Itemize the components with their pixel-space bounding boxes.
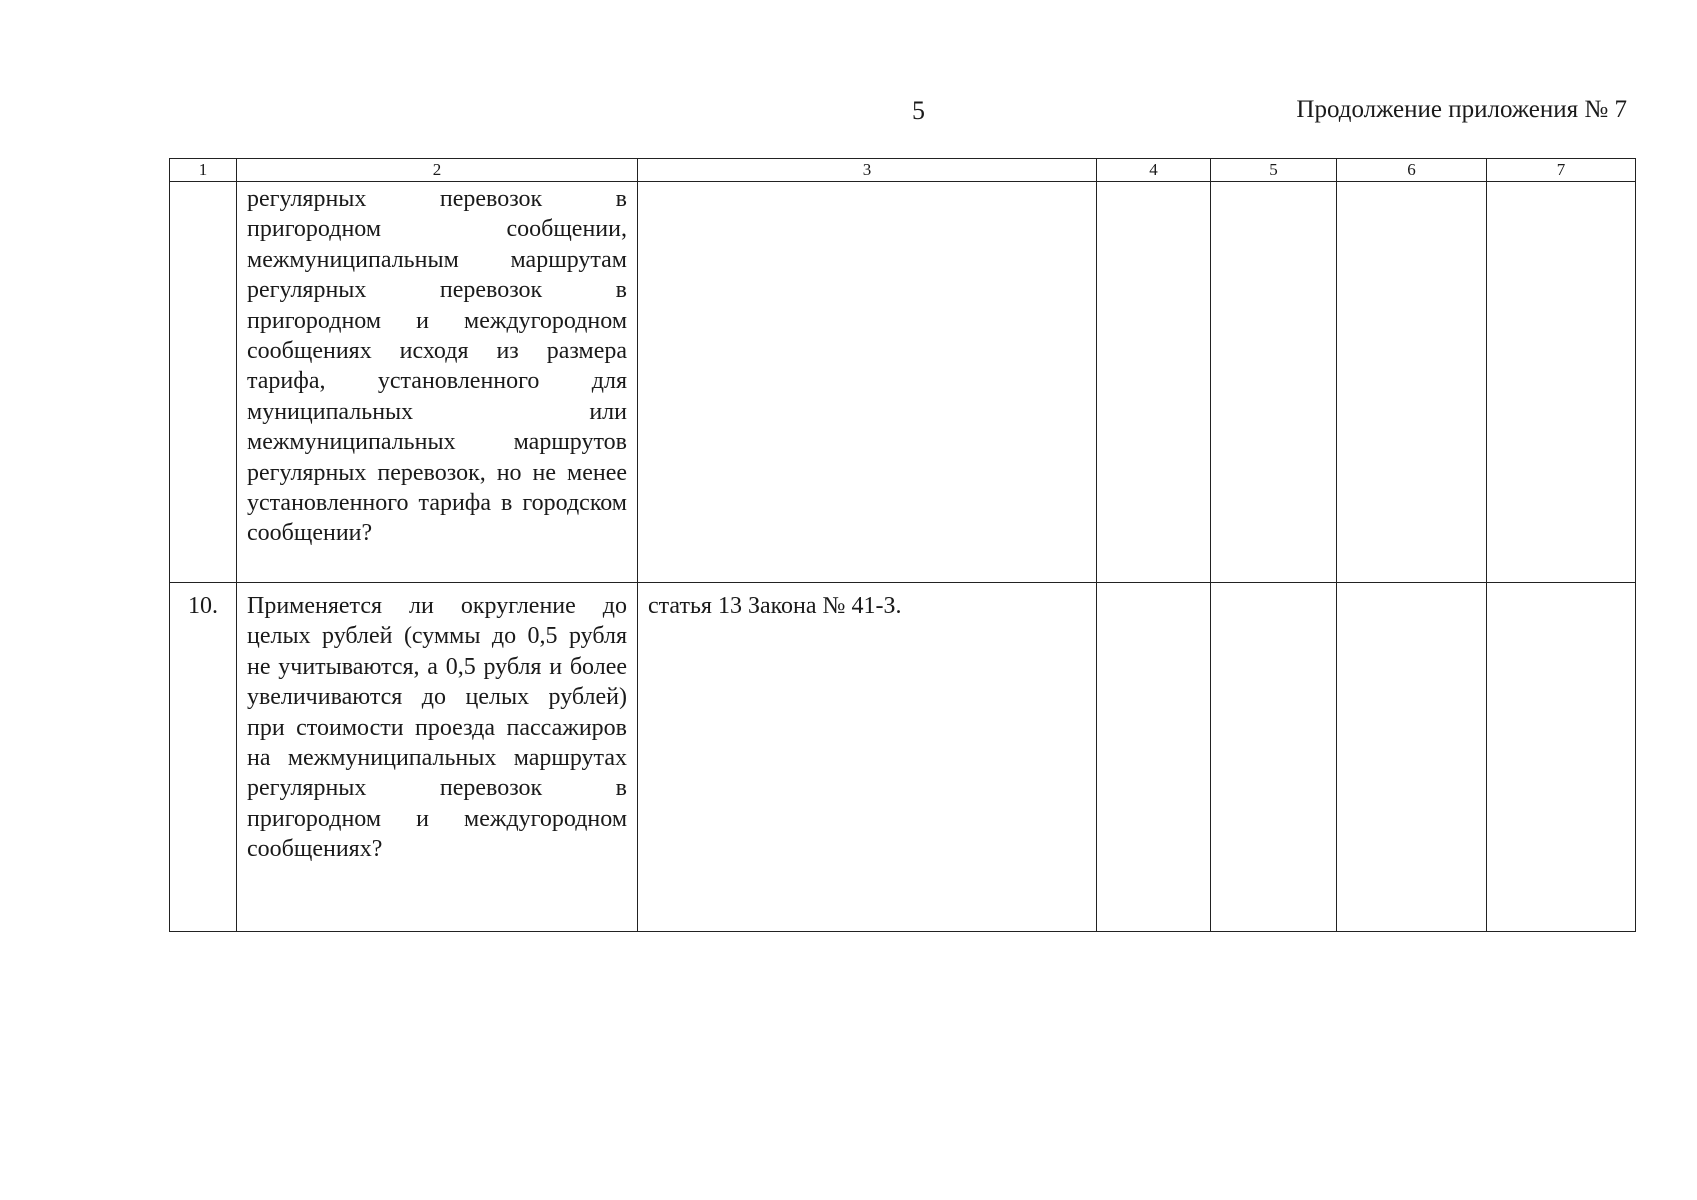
row-number: 10. xyxy=(170,583,237,932)
column-header: 3 xyxy=(638,159,1097,182)
question-text: регулярных перевозок в пригородном сообщении, межмуниципальным маршрутам регулярных перевозок в пригородном и междугородном сообщениях исходя из размера тарифа, установленного для муниципальных или межмуниципальных маршрутов регулярных перевозок, но не менее установленного тарифа в городском сообщении? xyxy=(247,186,627,547)
table-header-row xyxy=(170,159,1636,182)
column-header: 6 xyxy=(1337,159,1487,182)
page-caption: Продолжение приложения № 7 xyxy=(1296,96,1627,123)
answer-cell xyxy=(1211,583,1337,932)
answer-cell xyxy=(1211,182,1337,583)
answer-cell xyxy=(1097,182,1211,583)
answer-cell xyxy=(1337,182,1487,583)
column-header: 4 xyxy=(1097,159,1211,182)
answer-cell xyxy=(1487,583,1636,932)
question-text: Применяется ли округление до целых рублей (суммы до 0,5 рубля не учитываются, а 0,5 рубля и более увеличиваются до целых рублей) при стоимости проезда пассажиров на межмуниципальных маршрутах регулярных перевозок в пригородном и междугородном сообщениях? xyxy=(247,593,627,863)
table-row xyxy=(170,583,1636,932)
reference-cell xyxy=(638,182,1097,583)
reference-cell: статья 13 Закона № 41-З. xyxy=(638,583,1097,932)
column-header: 1 xyxy=(170,159,237,182)
table-row xyxy=(170,182,1636,583)
column-header: 7 xyxy=(1487,159,1636,182)
answer-cell xyxy=(1487,182,1636,583)
column-header: 2 xyxy=(237,159,638,182)
main-table xyxy=(169,158,1636,932)
answer-cell xyxy=(1337,583,1487,932)
question-cell xyxy=(237,182,638,583)
page-number: 5 xyxy=(912,96,925,125)
answer-cell xyxy=(1097,583,1211,932)
row-number xyxy=(170,182,237,583)
question-cell xyxy=(237,583,638,932)
column-header: 5 xyxy=(1211,159,1337,182)
